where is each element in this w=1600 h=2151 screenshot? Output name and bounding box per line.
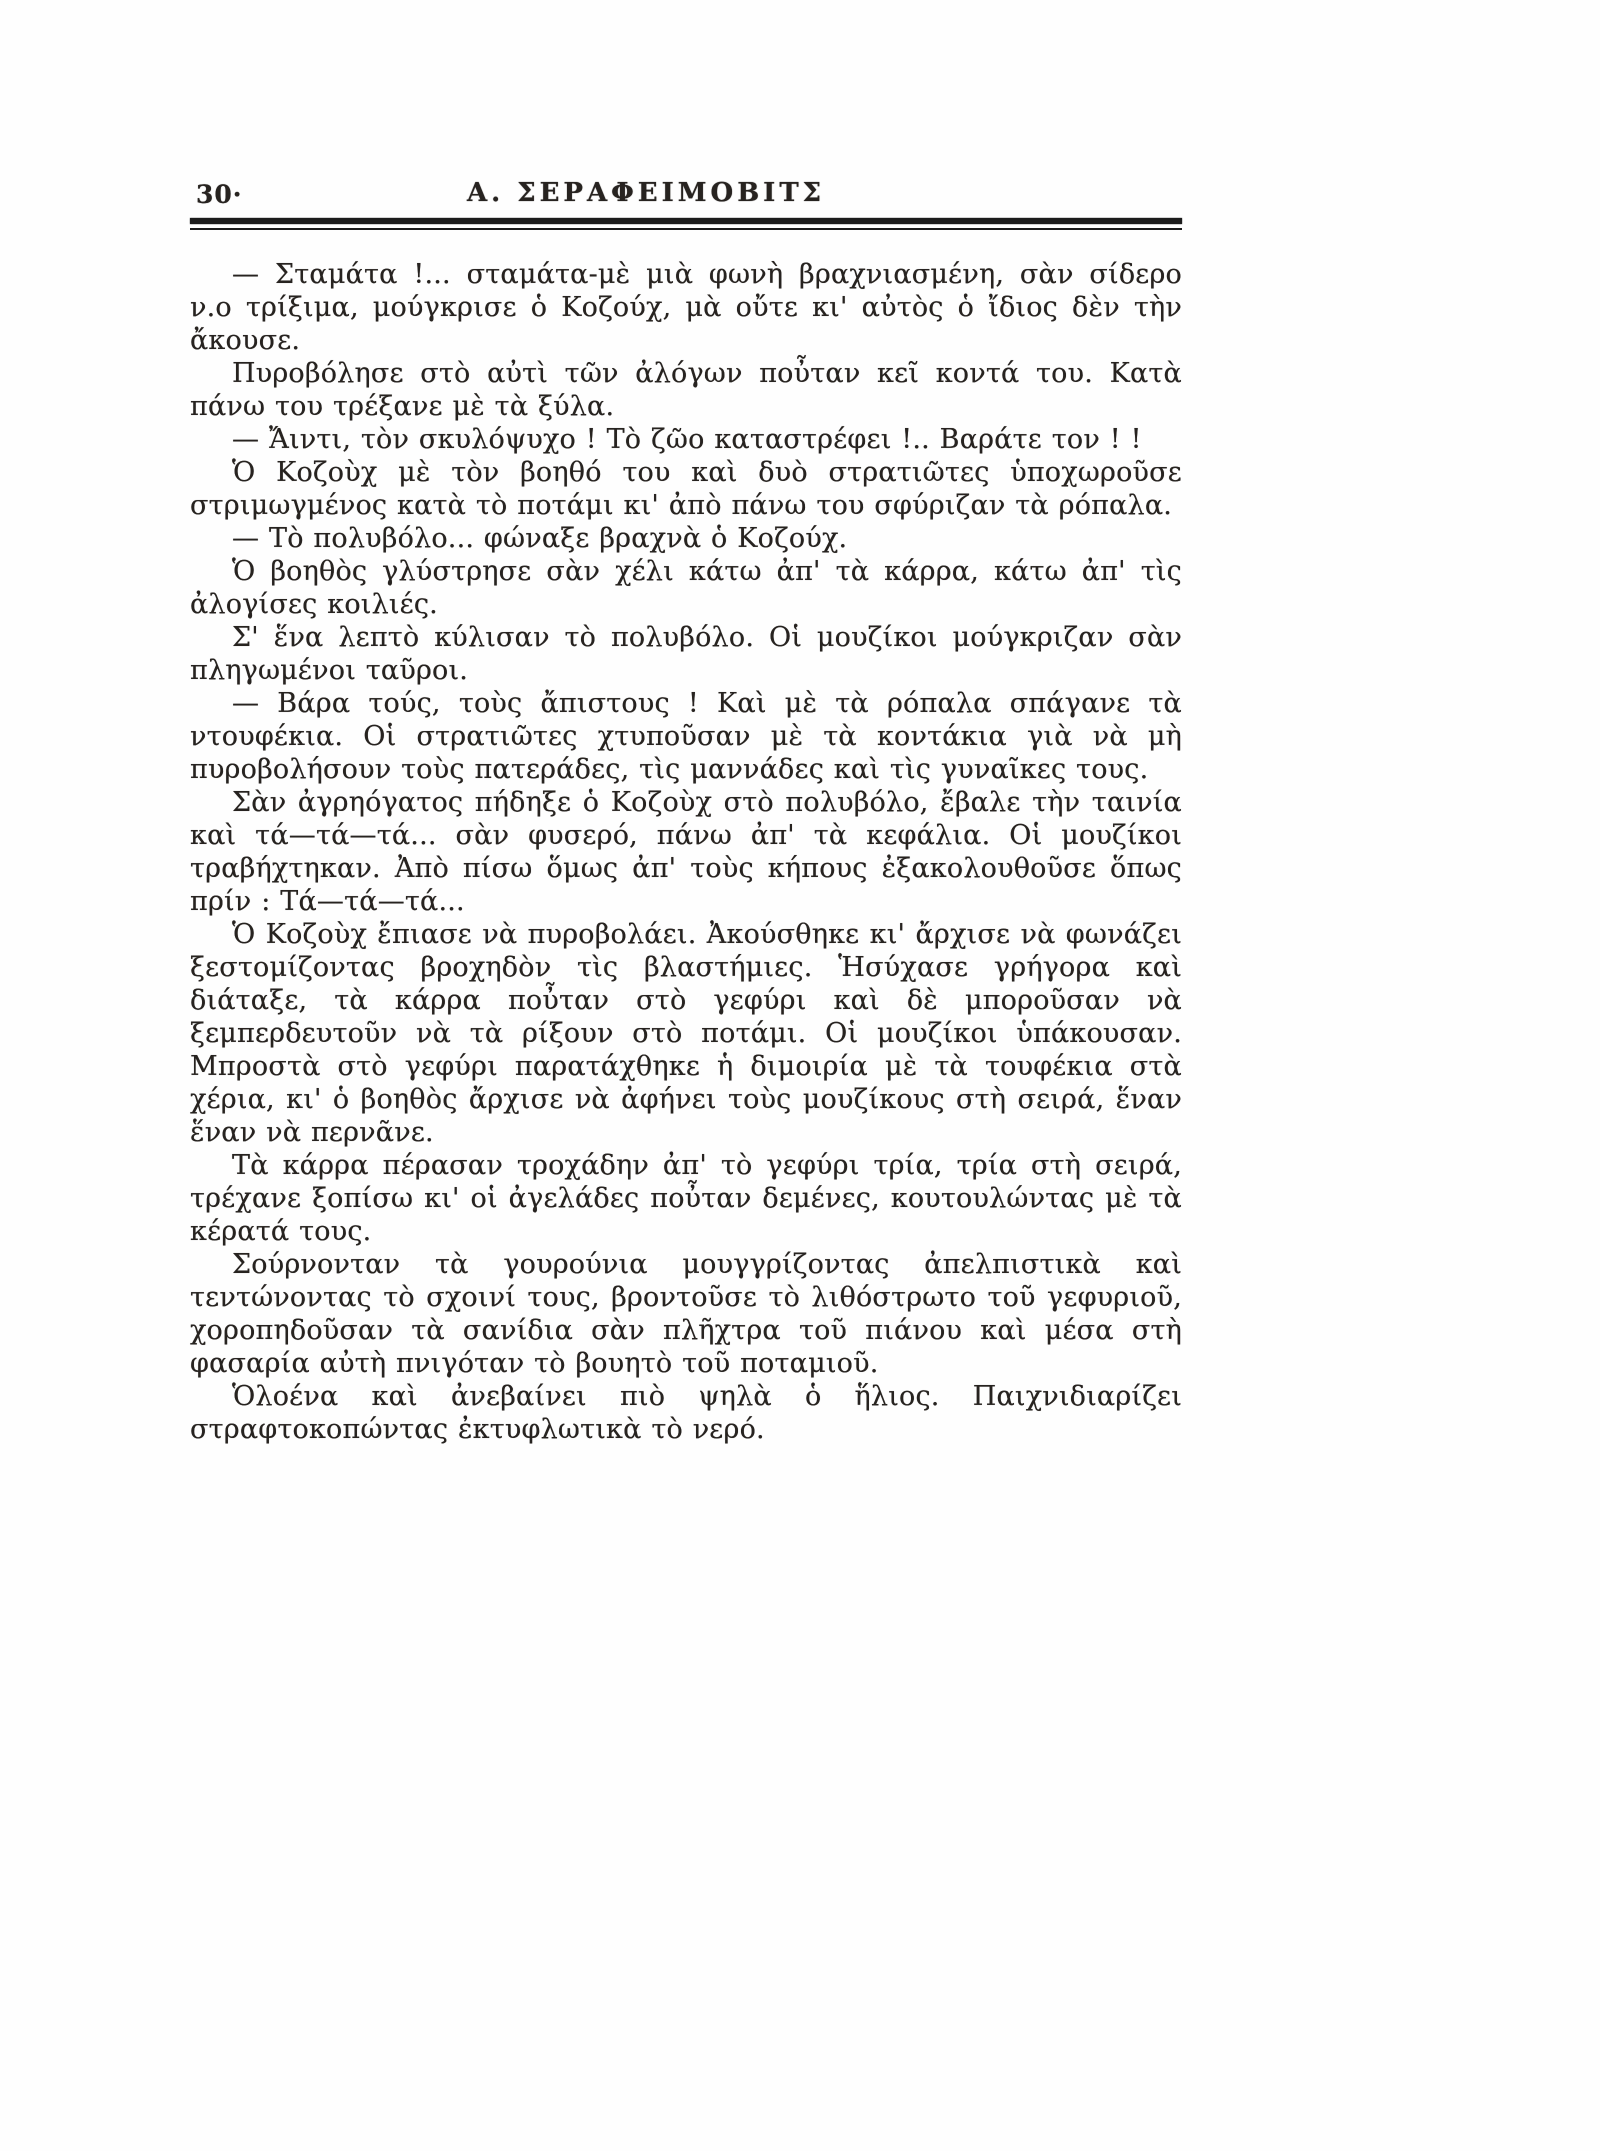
page-header [190, 178, 1182, 214]
paragraph: Ὁλοένα καὶ ἀνεβαίνει πιὸ ψηλὰ ὁ ἥλιος. Παιχνιδιαρίζει στραφτοκοπώντας ἐκτυφλωτικὰ τὸ νερό. [190, 1381, 1182, 1445]
header-rule-thick [190, 218, 1182, 224]
paragraph: Πυροβόλησε στὸ αὐτὶ τῶν ἀλόγων ποὖταν κεῖ κοντά του. Κατὰ πάνω του τρέξανε μὲ τὰ ξύλα. [190, 358, 1182, 422]
running-title: Α. ΣΕΡΑΦΕΙΜΟΒΙΤΣ [466, 178, 826, 208]
paragraph: Σὰν ἀγρηόγατος πήδηξε ὁ Κοζοὺχ στὸ πολυβόλο, ἔβαλε τὴν ταινία καὶ τά—τά—τά... σὰν φυσερό, πάνω ἀπ' τὰ κεφάλια. Οἱ μουζίκοι τραβήχτηκαν. Ἀπὸ πίσω ὅμως ἀπ' τοὺς κήπους ἐξακολουθοῦσε ὅπως πρίν : Τά—τά—τά... [190, 787, 1182, 917]
paragraph: — Βάρα τούς, τοὺς ἄπιστους ! Καὶ μὲ τὰ ρόπαλα σπάγανε τὰ ντουφέκια. Οἱ στρατιῶτες χτυποῦσαν μὲ τὰ κοντάκια γιὰ νὰ μὴ πυροβολήσουν τοὺς πατεράδες, τὶς μαννάδες καὶ τὶς γυναῖκες τους. [190, 688, 1182, 785]
paragraph: Σούρνονταν τὰ γουρούνια μουγγρίζοντας ἀπελπιστικὰ καὶ τεντώνοντας τὸ σχοινί τους, βροντοῦσε τὸ λιθόστρωτο τοῦ γεφυριοῦ, χοροπηδοῦσαν τὰ σανίδια σὰν πλῆχτρα τοῦ πιάνου καὶ μέσα στὴ φασαρία αὐτὴ πνιγόταν τὸ βουητὸ τοῦ ποταμιοῦ. [190, 1249, 1182, 1379]
paragraph: — Ἄιντι, τὸν σκυλόψυχο ! Τὸ ζῶο καταστρέφει !.. Βαράτε τον ! ! [232, 424, 1142, 455]
header-rule [190, 218, 1182, 230]
paragraph: Ὁ Κοζοὺχ μὲ τὸν βοηθό του καὶ δυὸ στρατιῶτες ὑποχωροῦσε στριμωγμένος κατὰ τὸ ποτάμι κι' ἀπὸ πάνω του σφύριζαν τὰ ρόπαλα. [190, 457, 1182, 521]
paragraph: — Σταμάτα !... σταμάτα-μὲ μιὰ φωνὴ βραχνιασμένη, σὰν σίδερο ν.ο τρίξιμα, μούγκρισε ὁ Κοζούχ, μὰ οὔτε κι' αὐτὸς ὁ ἴδιος δὲν τὴν ἄκουσε. [190, 259, 1182, 356]
paragraph: Ὁ Κοζοὺχ ἔπιασε νὰ πυροβολάει. Ἀκούσθηκε κι' ἄρχισε νὰ φωνάζει ξεστομίζοντας βροχηδὸν τὶς βλαστήμιες. Ἡσύχασε γρήγορα καὶ διάταξε, τὰ κάρρα ποὖταν στὸ γεφύρι καὶ δὲ μποροῦσαν νὰ ξεμπερδευτοῦν νὰ τὰ ρίξουν στὸ ποτάμι. Οἱ μουζίκοι ὑπάκουσαν. Μπροστὰ στὸ γεφύρι παρατάχθηκε ἡ διμοιρία μὲ τὰ τουφέκια στὰ χέρια, κι' ὁ βοηθὸς ἄρχισε νὰ ἀφήνει τοὺς μουζίκους στὴ σειρά, ἕναν ἕναν νὰ περνᾶνε. [190, 919, 1182, 1148]
paragraph: Τὰ κάρρα πέρασαν τροχάδην ἀπ' τὸ γεφύρι τρία, τρία στὴ σειρά, τρέχανε ξοπίσω κι' οἱ ἀγελάδες ποὖταν δεμένες, κουτουλώντας μὲ τὰ κέρατά τους. [190, 1150, 1182, 1247]
paragraph: Σ' ἕνα λεπτὸ κύλισαν τὸ πολυβόλο. Οἱ μουζίκοι μούγκριζαν σὰν πληγωμένοι ταῦροι. [190, 622, 1182, 686]
header-rule-thin [190, 228, 1182, 230]
page-number: 30· [196, 180, 243, 209]
paragraph: — Τὸ πολυβόλο... φώναξε βραχνὰ ὁ Κοζούχ. [232, 523, 848, 554]
paragraph: Ὁ βοηθὸς γλύστρησε σὰν χέλι κάτω ἀπ' τὰ κάρρα, κάτω ἀπ' τὶς ἀλογίσες κοιλιές. [190, 556, 1182, 620]
text-column [190, 178, 1182, 1446]
body-text [190, 258, 1182, 1446]
